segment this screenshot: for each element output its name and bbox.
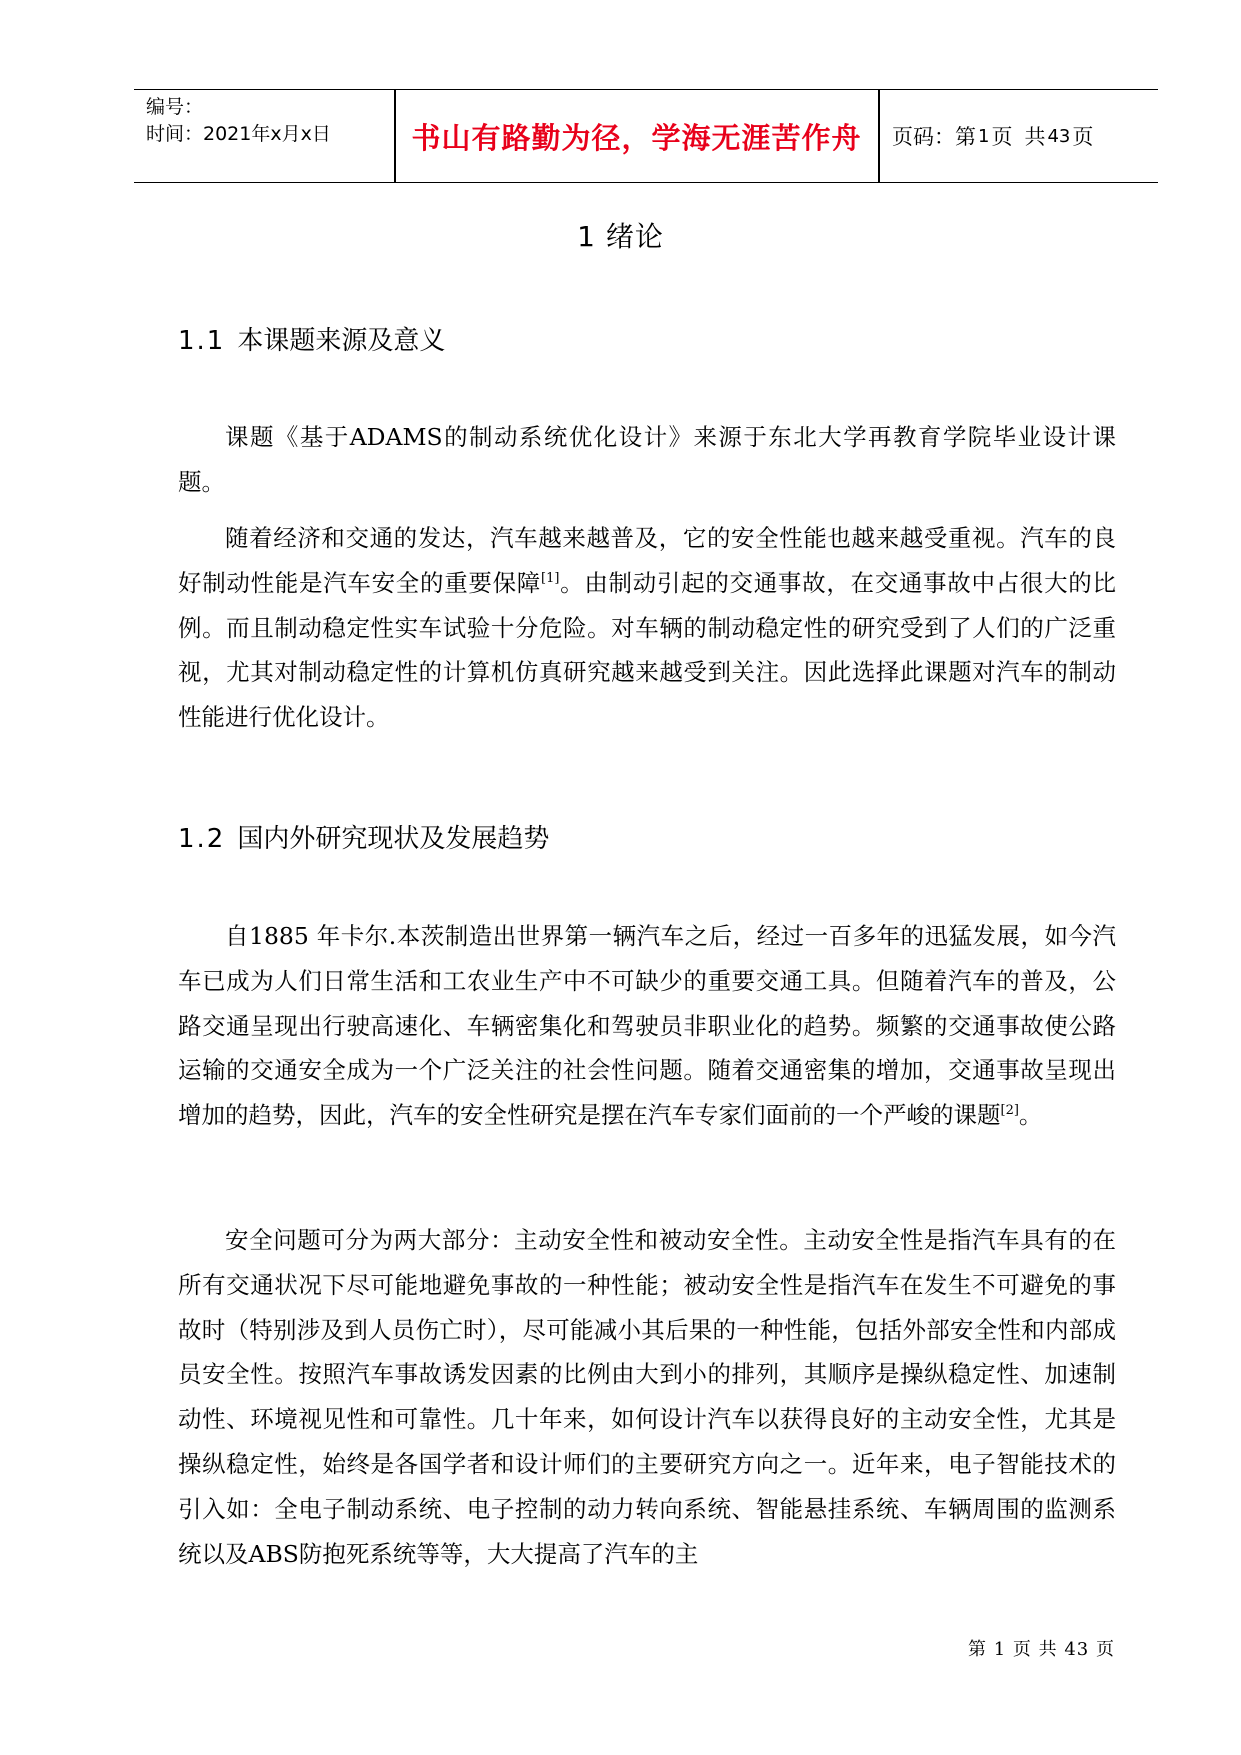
citation-ref: [1] [541,570,560,586]
page-header [134,89,1158,183]
page-total-prefix: 共 [1024,125,1046,149]
section-number: 1.1 [178,326,226,356]
header-page-info [892,90,1093,182]
section-title: 本课题来源及意义 [237,326,446,356]
citation-ref: [2] [1000,1103,1019,1119]
section-heading-1-1 [178,320,445,357]
time-label: 时间：2021年x月x日 [146,123,331,145]
page-suffix: 页 [1072,125,1094,149]
page-current: 1 [978,125,990,147]
chapter-title: 1 绪论 [577,220,664,253]
page-footer: 第 1 页 共 43 页 [968,1639,1115,1660]
paragraph: 随着经济和交通的发达，汽车越来越普及，它的安全性能也越来越受重视。汽车的良好制动性能是汽车安全的重要保障[1]。由制动引起的交通事故，在交通事故中占很大的比例。而且制动稳定性实车试验十分危险。对车辆的制动稳定性的研究受到了人们的广泛重视，尤其对制动稳定性的计算机仿真研究越来越受到关注。因此选择此课题对汽车的制动性能进行优化设计。 [178,524,1117,732]
page-total: 43 [1047,125,1071,147]
section-heading-1-2 [178,818,549,855]
page-middle: 页 [991,125,1013,149]
paragraph: 课题《基于ADAMS的制动系统优化设计》来源于东北大学再教育学院毕业设计课题。 [178,423,1116,496]
section-number: 1.2 [178,824,226,854]
header-left [146,94,331,148]
number-label: 编号： [146,96,204,118]
header-divider [878,90,880,182]
section-title: 国内外研究现状及发展趋势 [237,824,550,854]
paragraph: 自1885 年卡尔.本茨制造出世界第一辆汽车之后，经过一百多年的迅猛发展，如今汽车已成为人们日常生活和工农业生产中不可缺少的重要交通工具。但随着汽车的普及，公路交通呈现出行驶高速化、车辆密集化和驾驶员非职业化的趋势。频繁的交通事故使公路运输的交通安全成为一个广泛关注的社会性问题。随着交通密集的增加，交通事故呈现出增加的趋势，因此，汽车的安全性研究是摆在汽车专家们面前的一个严峻的课题[2]。 [178,922,1116,1130]
paragraph: 安全问题可分为两大部分：主动安全性和被动安全性。主动安全性是指汽车具有的在所有交通状况下尽可能地避免事故的一种性能；被动安全性是指汽车在发生不可避免的事故时（特别涉及到人员伤亡时），尽可能减小其后果的一种性能，包括外部安全性和内部成员安全性。按照汽车事故诱发因素的比例由大到小的排列，其顺序是操纵稳定性、加速制动性、环境视见性和可靠性。几十年来，如何设计汽车以获得良好的主动安全性，尤其是操纵稳定性，始终是各国学者和设计师们的主要研究方向之一。近年来，电子智能技术的引入如：全电子制动系统、电子控制的动力转向系统、智能悬挂系统、车辆周围的监测系统以及ABS防抱死系统等等，大大提高了汽车的主 [178,1226,1116,1568]
header-motto: 书山有路勤为径，学海无涯苦作舟 [411,120,862,155]
page-prefix: 页码：第 [892,125,976,149]
